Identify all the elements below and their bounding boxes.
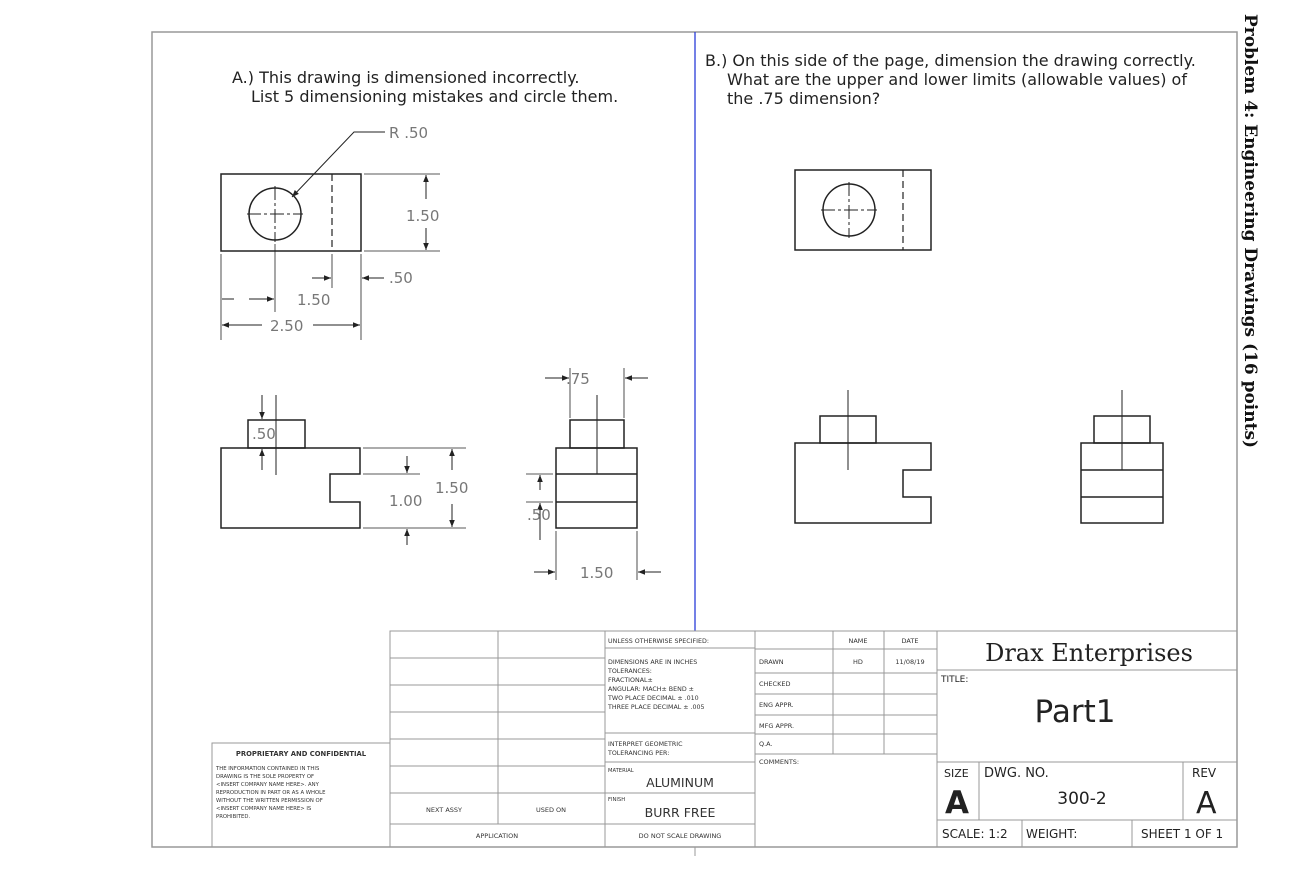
dim-boss-height: .50 — [252, 425, 276, 443]
part-b-instructions — [705, 51, 1196, 108]
part-a-line-1: A.) This drawing is dimensioned incorrectly. — [232, 68, 580, 87]
problem-title-block — [1240, 14, 1262, 874]
proprietary-line: <INSERT COMPANY NAME HERE> IS — [216, 806, 312, 812]
tolerance-line: ANGULAR: MACH± BEND ± — [608, 686, 694, 693]
proprietary-line: <INSERT COMPANY NAME HERE>. ANY — [216, 782, 319, 788]
tolerance-line: FRACTIONAL± — [608, 677, 653, 684]
finish-label: FINISH — [608, 797, 626, 803]
dwg-no-value: 300-2 — [1057, 789, 1107, 809]
used-on-label: USED ON — [535, 806, 567, 814]
rev-value: A — [1196, 786, 1217, 821]
size-value: A — [945, 785, 969, 821]
proprietary-line: REPRODUCTION IN PART OR AS A WHOLE — [216, 790, 326, 796]
title-label: TITLE: — [941, 675, 969, 685]
part-b-side-view — [1081, 390, 1163, 523]
part-b-line-2: What are the upper and lower limits (allowable values) of — [727, 70, 1187, 89]
tolerance-block — [607, 638, 721, 840]
part-b-line-3: the .75 dimension? — [727, 89, 881, 108]
proprietary-line: PROHIBITED. — [216, 814, 251, 820]
approval-label: MFG APPR. — [759, 722, 795, 730]
title-area — [940, 639, 1223, 841]
dim-lower-height: .50 — [527, 506, 551, 524]
comments-label: COMMENTS: — [759, 758, 800, 766]
unless-specified: UNLESS OTHERWISE SPECIFIED: — [608, 638, 709, 645]
part-b-front-view — [795, 390, 931, 523]
proprietary-line: DRAWING IS THE SOLE PROPERTY OF — [216, 774, 315, 780]
dim-offset: .50 — [389, 269, 413, 287]
finish-value: BURR FREE — [644, 805, 716, 820]
problem-title: Problem 4: Engineering Drawings (16 points) — [1240, 14, 1260, 449]
approval-date: 11/08/19 — [895, 658, 925, 666]
proprietary-line: THE INFORMATION CONTAINED IN THIS — [216, 766, 320, 772]
part-a-side-view — [526, 368, 661, 580]
dim-hole-x: 1.50 — [297, 291, 331, 309]
dwg-no-label: DWG. NO. — [984, 766, 1049, 781]
part-name: Part1 — [1034, 694, 1116, 730]
proprietary-heading: PROPRIETARY AND CONFIDENTIAL — [235, 750, 367, 758]
approval-label: DRAWN — [759, 658, 784, 666]
dim-notch-height: 1.00 — [389, 492, 423, 510]
part-b-top-view — [795, 170, 931, 250]
proprietary-line: WITHOUT THE WRITTEN PERMISSION OF — [216, 798, 323, 804]
dim-width: 2.50 — [270, 317, 304, 335]
dim-radius: R .50 — [389, 124, 429, 142]
date-header: DATE — [901, 637, 919, 645]
dim-height: 1.50 — [406, 207, 440, 225]
material-value: ALUMINUM — [646, 775, 714, 790]
part-a-top-view — [221, 132, 440, 340]
dim-total-height: 1.50 — [435, 479, 469, 497]
top-view-outline — [221, 174, 361, 251]
proprietary-box — [215, 750, 367, 820]
size-label: SIZE — [944, 767, 969, 780]
tolerance-line: TWO PLACE DECIMAL ± .010 — [608, 695, 699, 702]
body-outline — [221, 448, 360, 528]
scale-label: SCALE: 1:2 — [942, 827, 1008, 841]
interpret-line: INTERPRET GEOMETRIC — [608, 741, 683, 748]
tolerance-line: THREE PLACE DECIMAL ± .005 — [608, 704, 705, 711]
approval-label: ENG APPR. — [759, 701, 794, 709]
next-assy-label: NEXT ASSY — [425, 806, 463, 814]
do-not-scale: DO NOT SCALE DRAWING — [638, 832, 722, 840]
approval-label: Q.A. — [759, 740, 773, 748]
material-label: MATERIAL — [608, 768, 634, 774]
part-b-line-1: B.) On this side of the page, dimension the drawing correctly. — [705, 51, 1196, 70]
approval-table — [759, 637, 925, 766]
assembly-cells — [426, 806, 566, 840]
approval-label: CHECKED — [759, 680, 791, 688]
sheet-label: SHEET 1 OF 1 — [1141, 827, 1224, 841]
name-header: NAME — [848, 637, 868, 645]
part-a-front-view — [221, 395, 469, 545]
tolerance-line: TOLERANCES: — [608, 668, 652, 675]
tolerance-line: DIMENSIONS ARE IN INCHES — [608, 659, 698, 666]
part-a-instructions — [232, 68, 618, 106]
approval-name: HD — [853, 658, 863, 666]
application-label: APPLICATION — [475, 832, 519, 840]
dim-depth: 1.50 — [580, 564, 614, 582]
rev-label: REV — [1192, 766, 1217, 780]
dim-boss-width: .75 — [566, 370, 590, 388]
company-name: Drax Enterprises — [985, 639, 1193, 667]
interpret-line: TOLERANCING PER: — [608, 750, 670, 757]
weight-label: WEIGHT: — [1026, 827, 1078, 841]
part-a-line-2: List 5 dimensioning mistakes and circle them. — [251, 87, 619, 106]
